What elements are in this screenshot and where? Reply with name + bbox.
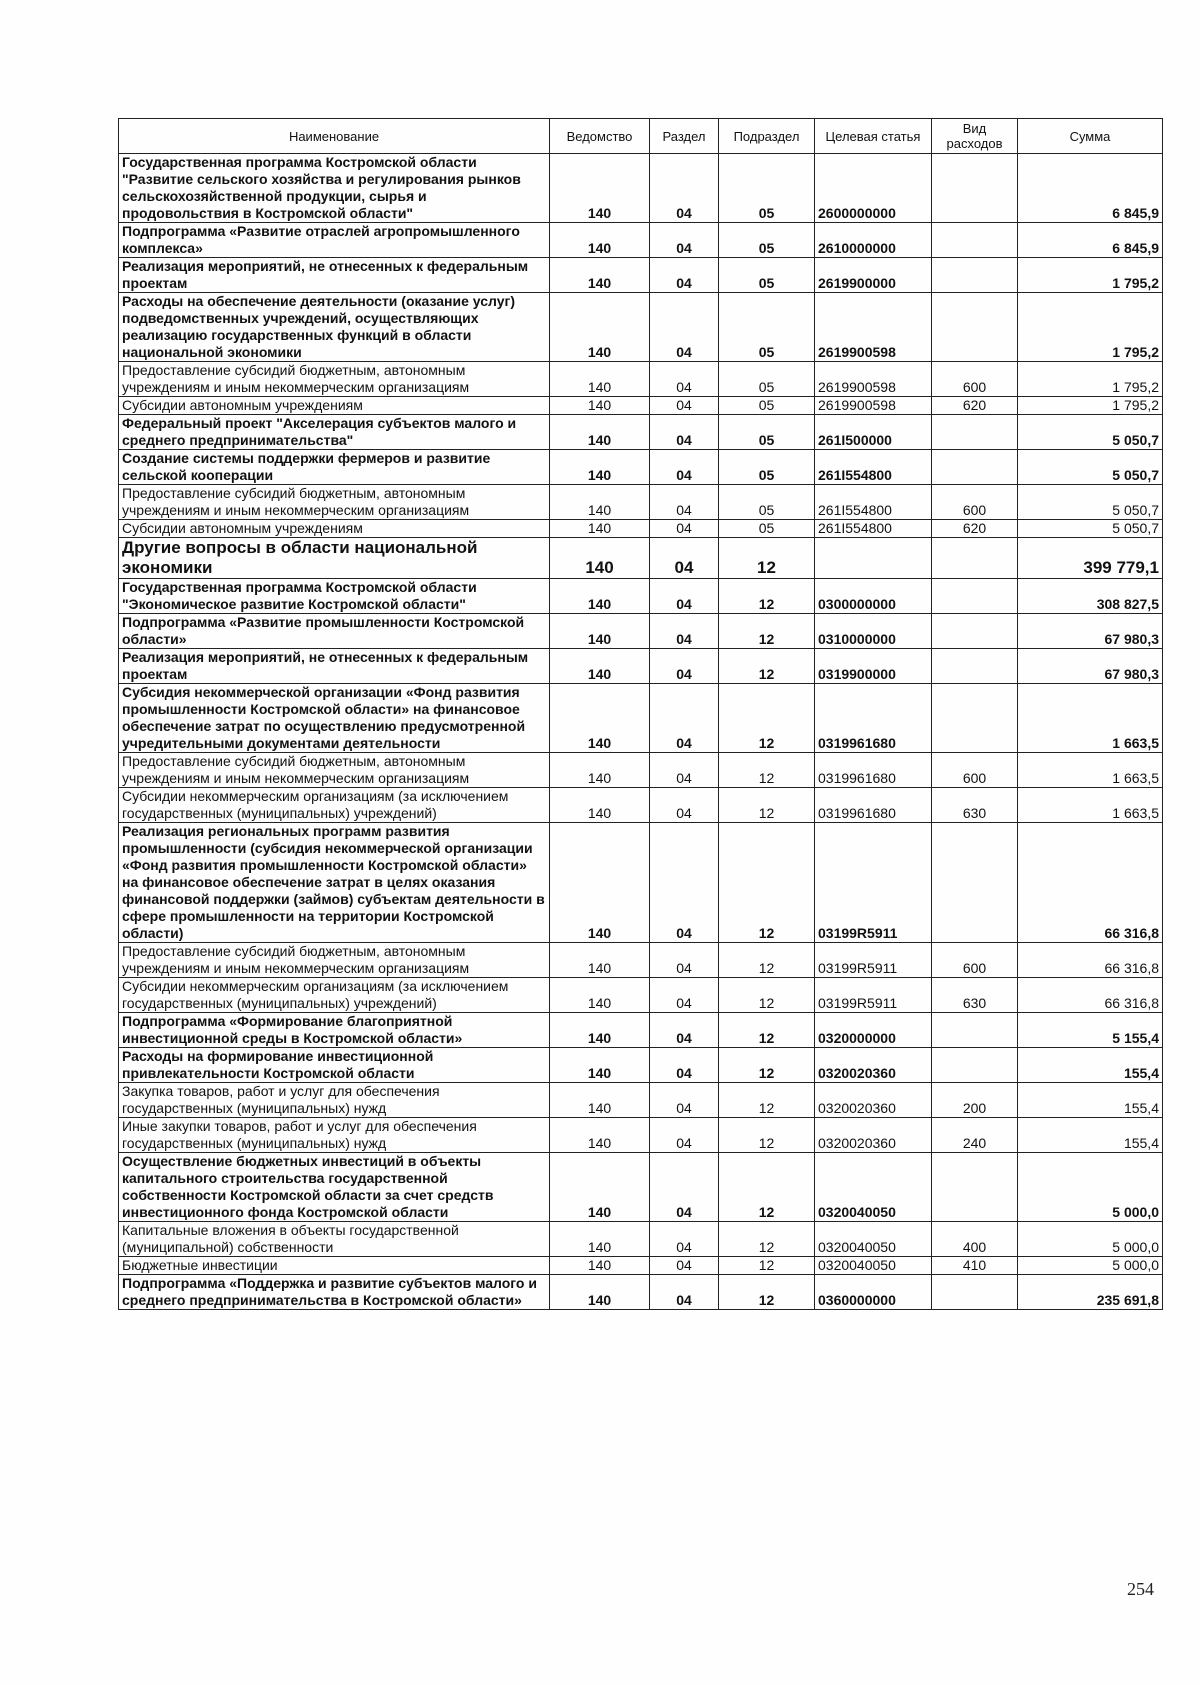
cell-vid xyxy=(932,415,1018,450)
table-body xyxy=(119,154,1163,1310)
cell-name: Предоставление субсидий бюджетным, автономным учреждениям и иным некоммерческим организациям xyxy=(119,753,550,788)
cell-summa: 6 845,9 xyxy=(1018,223,1163,258)
cell-vid xyxy=(932,614,1018,649)
table-row xyxy=(119,293,1163,362)
cell-ved: 140 xyxy=(550,223,650,258)
cell-vid xyxy=(932,1153,1018,1222)
cell-name: Субсидии некоммерческим организациям (за исключением государственных (муниципальных) учреждений) xyxy=(119,788,550,823)
table-row xyxy=(119,362,1163,397)
cell-razdel: 04 xyxy=(650,579,719,614)
cell-cel: 0360000000 xyxy=(815,1275,932,1310)
cell-cel: 0320040050 xyxy=(815,1257,932,1275)
cell-ved: 140 xyxy=(550,614,650,649)
budget-table xyxy=(118,118,1163,1310)
cell-ved: 140 xyxy=(550,1257,650,1275)
cell-summa: 399 779,1 xyxy=(1018,538,1163,579)
cell-cel: 261I554800 xyxy=(815,450,932,485)
cell-podrazdel: 12 xyxy=(719,1275,815,1310)
cell-summa: 1 795,2 xyxy=(1018,258,1163,293)
table-row xyxy=(119,1275,1163,1310)
cell-ved: 140 xyxy=(550,684,650,753)
cell-summa: 5 155,4 xyxy=(1018,1013,1163,1048)
cell-podrazdel: 12 xyxy=(719,978,815,1013)
cell-razdel: 04 xyxy=(650,978,719,1013)
cell-cel: 0319961680 xyxy=(815,788,932,823)
cell-podrazdel: 12 xyxy=(719,1083,815,1118)
cell-cel: 0310000000 xyxy=(815,614,932,649)
cell-podrazdel: 12 xyxy=(719,753,815,788)
cell-podrazdel: 12 xyxy=(719,1013,815,1048)
table-row xyxy=(119,538,1163,579)
cell-vid: 600 xyxy=(932,362,1018,397)
table-row xyxy=(119,684,1163,753)
cell-summa: 5 000,0 xyxy=(1018,1257,1163,1275)
cell-razdel: 04 xyxy=(650,450,719,485)
cell-summa: 1 663,5 xyxy=(1018,788,1163,823)
cell-razdel: 04 xyxy=(650,1153,719,1222)
table-row xyxy=(119,943,1163,978)
cell-vid xyxy=(932,1275,1018,1310)
cell-razdel: 04 xyxy=(650,1257,719,1275)
table-row xyxy=(119,1153,1163,1222)
cell-ved: 140 xyxy=(550,1048,650,1083)
cell-vid xyxy=(932,450,1018,485)
cell-vid: 600 xyxy=(932,485,1018,520)
cell-ved: 140 xyxy=(550,753,650,788)
cell-cel: 261I554800 xyxy=(815,485,932,520)
cell-podrazdel: 12 xyxy=(719,1048,815,1083)
cell-cel: 0320040050 xyxy=(815,1153,932,1222)
cell-razdel: 04 xyxy=(650,538,719,579)
cell-cel: 2619900598 xyxy=(815,362,932,397)
cell-vid xyxy=(932,649,1018,684)
cell-cel: 2619900598 xyxy=(815,397,932,415)
cell-podrazdel: 05 xyxy=(719,293,815,362)
cell-ved: 140 xyxy=(550,1083,650,1118)
cell-name: Закупка товаров, работ и услуг для обеспечения государственных (муниципальных) нужд xyxy=(119,1083,550,1118)
cell-ved: 140 xyxy=(550,1118,650,1153)
cell-summa: 1 795,2 xyxy=(1018,362,1163,397)
cell-cel: 2600000000 xyxy=(815,154,932,223)
cell-cel: 0320020360 xyxy=(815,1048,932,1083)
cell-cel: 0320040050 xyxy=(815,1222,932,1257)
cell-vid: 400 xyxy=(932,1222,1018,1257)
cell-summa: 308 827,5 xyxy=(1018,579,1163,614)
cell-name: Субсидии некоммерческим организациям (за исключением государственных (муниципальных) учреждений) xyxy=(119,978,550,1013)
page-number: 254 xyxy=(1127,1579,1154,1599)
cell-cel: 2619900598 xyxy=(815,293,932,362)
cell-cel: 0320020360 xyxy=(815,1118,932,1153)
cell-summa: 5 050,7 xyxy=(1018,450,1163,485)
table-row xyxy=(119,1048,1163,1083)
cell-vid xyxy=(932,258,1018,293)
table-row xyxy=(119,154,1163,223)
cell-podrazdel: 12 xyxy=(719,649,815,684)
cell-vid xyxy=(932,538,1018,579)
cell-podrazdel: 12 xyxy=(719,1118,815,1153)
cell-ved: 140 xyxy=(550,1275,650,1310)
table-row xyxy=(119,753,1163,788)
cell-cel: 2619900000 xyxy=(815,258,932,293)
header-vid: Вид расходов xyxy=(932,119,1018,154)
cell-cel: 2610000000 xyxy=(815,223,932,258)
cell-name: Субсидии автономным учреждениям xyxy=(119,397,550,415)
table-row xyxy=(119,978,1163,1013)
cell-podrazdel: 05 xyxy=(719,485,815,520)
table-row xyxy=(119,823,1163,943)
cell-ved: 140 xyxy=(550,1013,650,1048)
table-row xyxy=(119,1222,1163,1257)
cell-summa: 155,4 xyxy=(1018,1083,1163,1118)
cell-ved: 140 xyxy=(550,258,650,293)
cell-razdel: 04 xyxy=(650,520,719,538)
cell-cel: 0319961680 xyxy=(815,753,932,788)
header-razdel: Раздел xyxy=(650,119,719,154)
cell-name: Расходы на формирование инвестиционной привлекательности Костромской области xyxy=(119,1048,550,1083)
header-ved: Ведомство xyxy=(550,119,650,154)
cell-ved: 140 xyxy=(550,579,650,614)
cell-name: Реализация региональных программ развития промышленности (субсидия некоммерческой организации «Фонд развития промышленности Костромской области» на финансовое обеспечение затрат в целях оказания финансовой поддержки (займов) субъектам деятельности в сфере промышленности на территории Костромской области) xyxy=(119,823,550,943)
table-row xyxy=(119,1013,1163,1048)
cell-podrazdel: 12 xyxy=(719,1257,815,1275)
cell-razdel: 04 xyxy=(650,1118,719,1153)
cell-vid xyxy=(932,684,1018,753)
table-row xyxy=(119,258,1163,293)
cell-ved: 140 xyxy=(550,450,650,485)
cell-ved: 140 xyxy=(550,415,650,450)
cell-cel: 261I554800 xyxy=(815,520,932,538)
cell-razdel: 04 xyxy=(650,943,719,978)
cell-ved: 140 xyxy=(550,485,650,520)
cell-name: Подпрограмма «Поддержка и развитие субъектов малого и среднего предпринимательства в Костромской области» xyxy=(119,1275,550,1310)
cell-podrazdel: 12 xyxy=(719,538,815,579)
cell-ved: 140 xyxy=(550,943,650,978)
cell-podrazdel: 12 xyxy=(719,823,815,943)
cell-summa: 155,4 xyxy=(1018,1048,1163,1083)
cell-name: Реализация мероприятий, не отнесенных к федеральным проектам xyxy=(119,258,550,293)
cell-name: Подпрограмма «Развитие промышленности Костромской области» xyxy=(119,614,550,649)
cell-summa: 235 691,8 xyxy=(1018,1275,1163,1310)
table-row xyxy=(119,415,1163,450)
cell-ved: 140 xyxy=(550,1222,650,1257)
cell-razdel: 04 xyxy=(650,485,719,520)
cell-ved: 140 xyxy=(550,520,650,538)
cell-summa: 67 980,3 xyxy=(1018,649,1163,684)
cell-summa: 67 980,3 xyxy=(1018,614,1163,649)
cell-razdel: 04 xyxy=(650,1083,719,1118)
cell-razdel: 04 xyxy=(650,649,719,684)
cell-ved: 140 xyxy=(550,649,650,684)
cell-vid xyxy=(932,1048,1018,1083)
cell-summa: 66 316,8 xyxy=(1018,943,1163,978)
cell-vid xyxy=(932,293,1018,362)
cell-summa: 5 050,7 xyxy=(1018,415,1163,450)
cell-ved: 140 xyxy=(550,154,650,223)
cell-summa: 1 795,2 xyxy=(1018,293,1163,362)
cell-name: Реализация мероприятий, не отнесенных к федеральным проектам xyxy=(119,649,550,684)
cell-name: Предоставление субсидий бюджетным, автономным учреждениям и иным некоммерческим организациям xyxy=(119,485,550,520)
cell-cel: 0319961680 xyxy=(815,684,932,753)
cell-name: Федеральный проект "Акселерация субъектов малого и среднего предпринимательства" xyxy=(119,415,550,450)
cell-podrazdel: 05 xyxy=(719,362,815,397)
table-row xyxy=(119,520,1163,538)
table-row xyxy=(119,614,1163,649)
cell-vid xyxy=(932,154,1018,223)
cell-razdel: 04 xyxy=(650,415,719,450)
cell-name: Бюджетные инвестиции xyxy=(119,1257,550,1275)
cell-summa: 6 845,9 xyxy=(1018,154,1163,223)
cell-summa: 5 000,0 xyxy=(1018,1222,1163,1257)
table-row xyxy=(119,450,1163,485)
cell-ved: 140 xyxy=(550,1153,650,1222)
cell-summa: 1 663,5 xyxy=(1018,753,1163,788)
cell-podrazdel: 12 xyxy=(719,614,815,649)
cell-cel xyxy=(815,538,932,579)
cell-name: Предоставление субсидий бюджетным, автономным учреждениям и иным некоммерческим организациям xyxy=(119,362,550,397)
cell-vid xyxy=(932,1013,1018,1048)
cell-vid: 600 xyxy=(932,753,1018,788)
cell-podrazdel: 12 xyxy=(719,579,815,614)
cell-razdel: 04 xyxy=(650,788,719,823)
cell-vid: 240 xyxy=(932,1118,1018,1153)
cell-podrazdel: 05 xyxy=(719,520,815,538)
cell-razdel: 04 xyxy=(650,1048,719,1083)
cell-summa: 66 316,8 xyxy=(1018,823,1163,943)
cell-summa: 1 795,2 xyxy=(1018,397,1163,415)
cell-razdel: 04 xyxy=(650,753,719,788)
cell-cel: 0319900000 xyxy=(815,649,932,684)
cell-name: Предоставление субсидий бюджетным, автономным учреждениям и иным некоммерческим организациям xyxy=(119,943,550,978)
table-row xyxy=(119,1118,1163,1153)
cell-cel: 0320000000 xyxy=(815,1013,932,1048)
cell-summa: 66 316,8 xyxy=(1018,978,1163,1013)
cell-cel: 03199R5911 xyxy=(815,823,932,943)
table-row xyxy=(119,397,1163,415)
cell-razdel: 04 xyxy=(650,823,719,943)
cell-summa: 1 663,5 xyxy=(1018,684,1163,753)
cell-ved: 140 xyxy=(550,788,650,823)
cell-name: Расходы на обеспечение деятельности (оказание услуг) подведомственных учреждений, осуществляющих реализацию государственных функций в области национальной экономики xyxy=(119,293,550,362)
cell-name: Подпрограмма «Формирование благоприятной инвестиционной среды в Костромской области» xyxy=(119,1013,550,1048)
table-row xyxy=(119,1257,1163,1275)
cell-podrazdel: 12 xyxy=(719,788,815,823)
cell-cel: 261I500000 xyxy=(815,415,932,450)
cell-cel: 0300000000 xyxy=(815,579,932,614)
cell-razdel: 04 xyxy=(650,397,719,415)
cell-summa: 155,4 xyxy=(1018,1118,1163,1153)
cell-razdel: 04 xyxy=(650,223,719,258)
cell-name: Субсидия некоммерческой организации «Фонд развития промышленности Костромской области» на финансовое обеспечение затрат по осуществлению предусмотренной учредительными документами деятельности xyxy=(119,684,550,753)
cell-razdel: 04 xyxy=(650,293,719,362)
cell-ved: 140 xyxy=(550,397,650,415)
header-podrazdel: Подраздел xyxy=(719,119,815,154)
cell-podrazdel: 12 xyxy=(719,1153,815,1222)
cell-summa: 5 050,7 xyxy=(1018,485,1163,520)
table-row xyxy=(119,579,1163,614)
cell-razdel: 04 xyxy=(650,1275,719,1310)
header-name: Наименование xyxy=(119,119,550,154)
cell-cel: 03199R5911 xyxy=(815,943,932,978)
cell-cel: 03199R5911 xyxy=(815,978,932,1013)
cell-summa: 5 000,0 xyxy=(1018,1153,1163,1222)
cell-vid: 200 xyxy=(932,1083,1018,1118)
cell-vid: 630 xyxy=(932,788,1018,823)
cell-razdel: 04 xyxy=(650,684,719,753)
header-cel: Целевая статья xyxy=(815,119,932,154)
cell-name: Создание системы поддержки фермеров и развитие сельской кооперации xyxy=(119,450,550,485)
cell-vid xyxy=(932,579,1018,614)
cell-podrazdel: 12 xyxy=(719,1222,815,1257)
cell-podrazdel: 05 xyxy=(719,223,815,258)
cell-ved: 140 xyxy=(550,293,650,362)
cell-name: Другие вопросы в области национальной экономики xyxy=(119,538,550,579)
cell-podrazdel: 12 xyxy=(719,943,815,978)
cell-podrazdel: 05 xyxy=(719,450,815,485)
cell-podrazdel: 05 xyxy=(719,415,815,450)
table-row xyxy=(119,223,1163,258)
cell-vid: 630 xyxy=(932,978,1018,1013)
cell-podrazdel: 05 xyxy=(719,154,815,223)
cell-podrazdel: 12 xyxy=(719,684,815,753)
cell-cel: 0320020360 xyxy=(815,1083,932,1118)
header-summa: Сумма xyxy=(1018,119,1163,154)
cell-razdel: 04 xyxy=(650,362,719,397)
cell-ved: 140 xyxy=(550,362,650,397)
cell-razdel: 04 xyxy=(650,614,719,649)
cell-razdel: 04 xyxy=(650,1013,719,1048)
cell-vid: 620 xyxy=(932,520,1018,538)
cell-vid: 600 xyxy=(932,943,1018,978)
cell-razdel: 04 xyxy=(650,1222,719,1257)
cell-razdel: 04 xyxy=(650,154,719,223)
cell-razdel: 04 xyxy=(650,258,719,293)
table-row xyxy=(119,1083,1163,1118)
cell-vid: 620 xyxy=(932,397,1018,415)
cell-ved: 140 xyxy=(550,823,650,943)
cell-name: Государственная программа Костромской области "Развитие сельского хозяйства и регулирования рынков сельскохозяйственной продукции, сырья и продовольствия в Костромской области" xyxy=(119,154,550,223)
cell-ved: 140 xyxy=(550,538,650,579)
cell-vid xyxy=(932,223,1018,258)
cell-name: Капитальные вложения в объекты государственной (муниципальной) собственности xyxy=(119,1222,550,1257)
cell-name: Осуществление бюджетных инвестиций в объекты капитального строительства государственной собственности Костромской области за счет средств инвестиционного фонда Костромской области xyxy=(119,1153,550,1222)
cell-name: Субсидии автономным учреждениям xyxy=(119,520,550,538)
cell-name: Иные закупки товаров, работ и услуг для обеспечения государственных (муниципальных) нужд xyxy=(119,1118,550,1153)
table-row xyxy=(119,649,1163,684)
table-header-row xyxy=(119,119,1163,154)
table-row xyxy=(119,485,1163,520)
cell-ved: 140 xyxy=(550,978,650,1013)
cell-podrazdel: 05 xyxy=(719,258,815,293)
cell-name: Государственная программа Костромской области "Экономическое развитие Костромской области" xyxy=(119,579,550,614)
cell-vid: 410 xyxy=(932,1257,1018,1275)
cell-name: Подпрограмма «Развитие отраслей агропромышленного комплекса» xyxy=(119,223,550,258)
table-row xyxy=(119,788,1163,823)
cell-podrazdel: 05 xyxy=(719,397,815,415)
cell-vid xyxy=(932,823,1018,943)
cell-summa: 5 050,7 xyxy=(1018,520,1163,538)
